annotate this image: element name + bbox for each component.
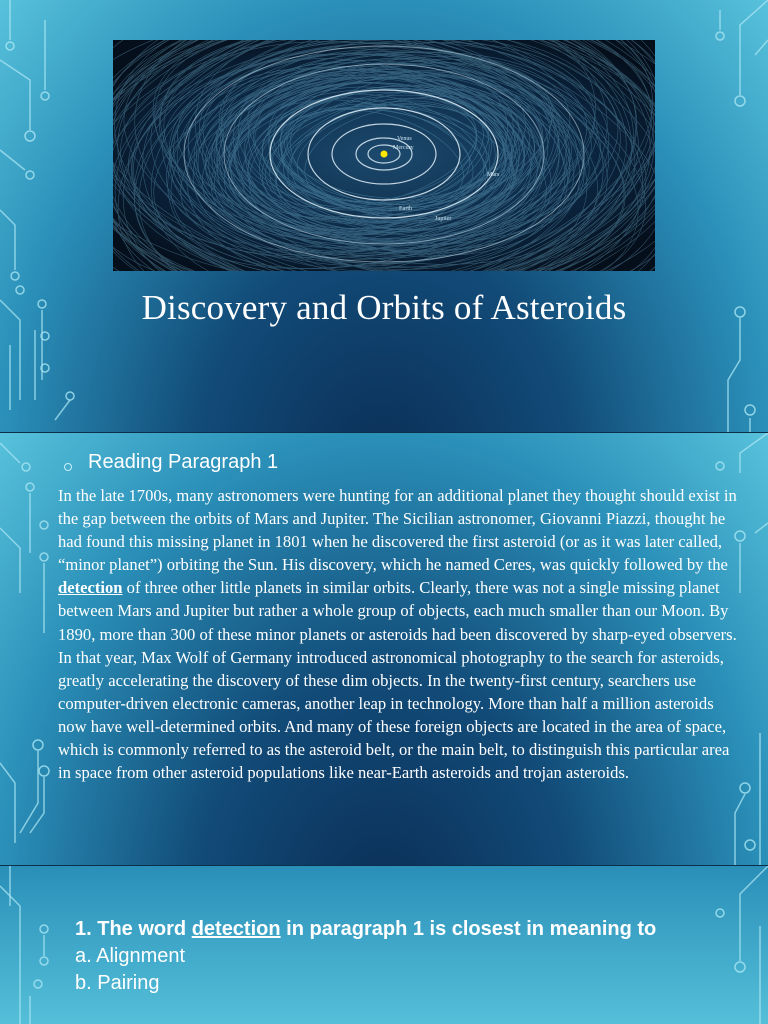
question-prefix: 1. The word: [75, 918, 192, 940]
sun-icon: [381, 151, 388, 158]
planet-label: Earth: [399, 206, 412, 212]
slide-title: Discovery and Orbits of Asteroids: [141, 288, 627, 327]
planet-label: Mercury: [393, 145, 414, 151]
paragraph-text: of three other little planets in similar orbits. Clearly, there was not a single missing planet between Mars and Jupiter but rather a whole group of objects, each much smaller than our Moon. By 1890, more than 300 of these minor planets or asteroids had been discovered by sharp-eyed observers. In that year, Max Wolf of Germany introduced astronomical photography to the search for asteroids, greatly accelerating the discovery of these dim objects. In the twenty-first century, searchers use computer-driven electronic cameras, another leap in technology. More than half a million asteroids now have well-determined orbits. And many of these foreign objects are located in the area of space, which is commonly referred to as the asteroid belt, or the main belt, to distinguish this particular area in space from other asteroid populations like near-Earth asteroids and trojan asteroids.: [58, 578, 737, 783]
planet-label: Venus: [397, 136, 412, 142]
answer-option-a[interactable]: a. Alignment: [75, 945, 186, 967]
question-block: [75, 916, 715, 997]
slide-title-page: [0, 0, 768, 432]
reading-paragraph: [58, 484, 738, 784]
slide-reading-paragraph: [0, 433, 768, 865]
asteroid-orbit-image: [113, 40, 655, 271]
question-suffix: in paragraph 1 is closest in meaning to: [280, 918, 657, 940]
planet-label: Mars: [487, 172, 500, 178]
question-stem: [75, 916, 715, 943]
paragraph-heading: Reading Paragraph 1: [88, 451, 279, 473]
bullet-icon: [64, 463, 72, 471]
planet-label: Jupiter: [435, 216, 452, 222]
keyword-detection: detection: [58, 578, 123, 598]
paragraph-text: In the late 1700s, many astronomers were hunting for an additional planet they thought should exist in the gap between the orbits of Mars and Jupiter. The Sicilian astronomer, Giovanni Piazzi, thought he had found this missing planet in 1801 when he discovered the first asteroid (or as it was later called, “minor planet”) orbiting the Sun. His discovery, which he named Ceres, was quickly followed by the: [58, 486, 737, 575]
question-keyword: detection: [191, 918, 281, 940]
orbit-diagram: [113, 40, 655, 271]
slide-question: [0, 866, 768, 1024]
answer-option-b[interactable]: b. Pairing: [75, 972, 160, 994]
